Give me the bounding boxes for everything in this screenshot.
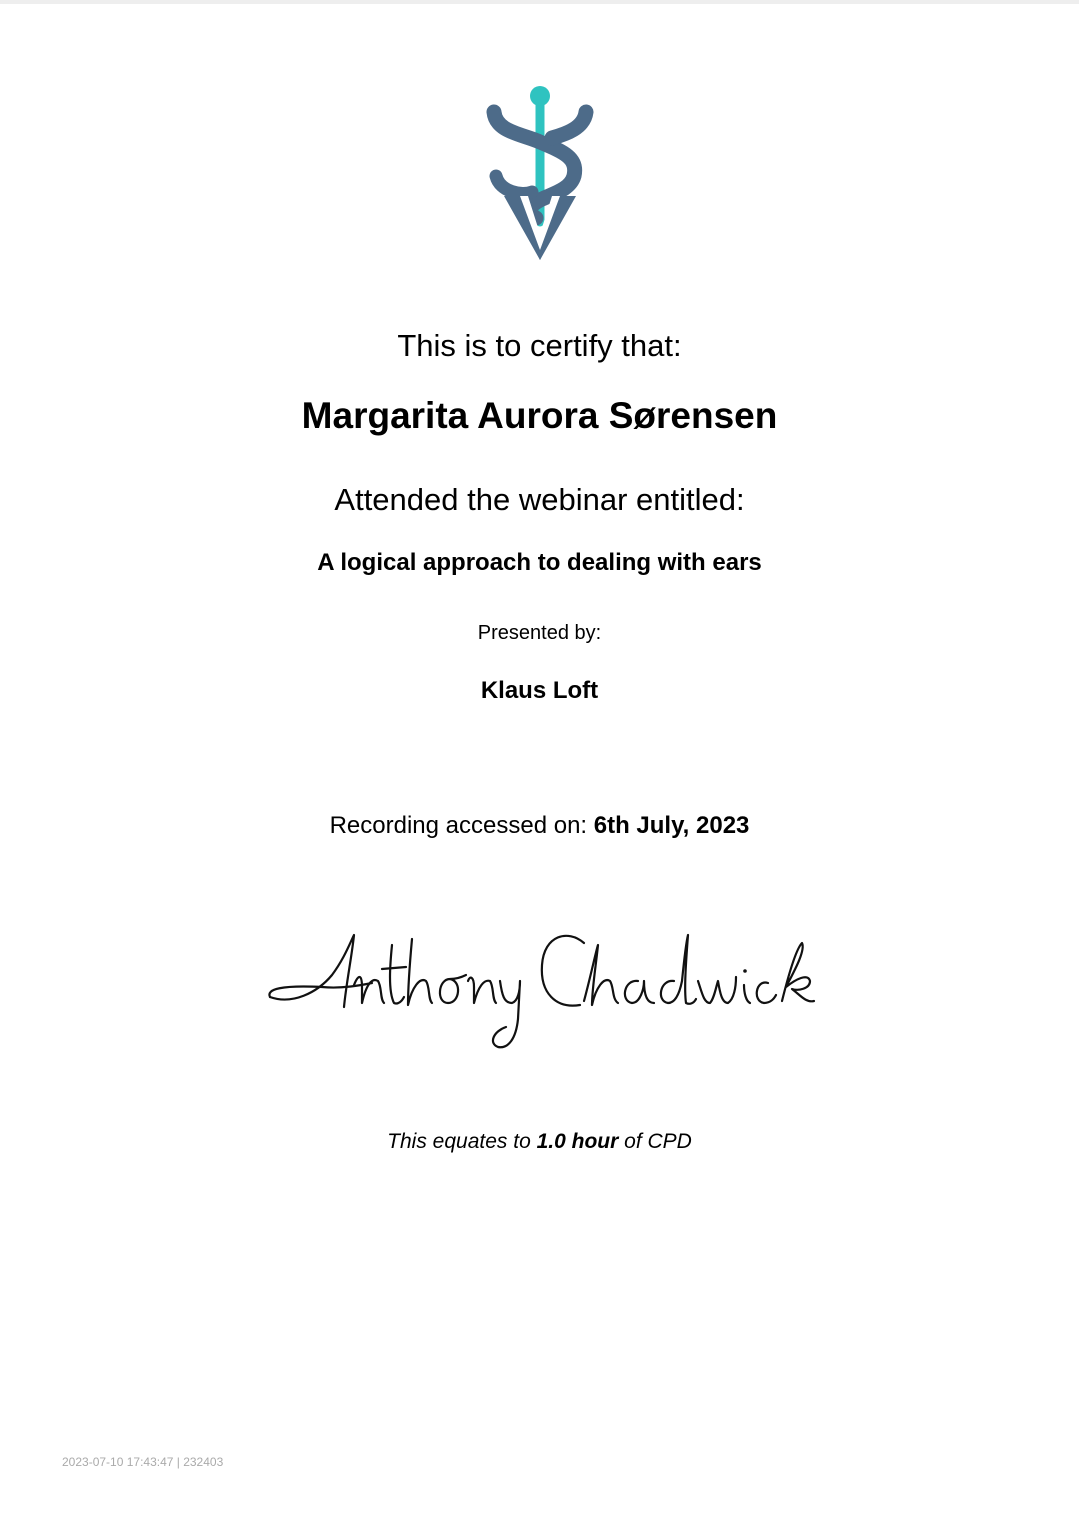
recording-accessed-label: Recording accessed on:: [329, 812, 588, 839]
recording-accessed-line: [0, 812, 1079, 840]
top-edge-strip: [0, 0, 1079, 4]
veterinary-caduceus-logo-icon: [482, 84, 598, 264]
footer-timestamp: 2023-07-10 17:43:47 | 232403: [62, 1455, 224, 1469]
attended-line: Attended the webinar entitled:: [334, 482, 745, 517]
webinar-title: A logical approach to dealing with ears: [317, 549, 762, 576]
cpd-suffix: of CPD: [624, 1130, 692, 1153]
presented-by-label: Presented by:: [477, 622, 602, 644]
handwritten-signature: [262, 915, 822, 1065]
cpd-statement: [0, 1130, 1079, 1154]
presenter-name: Klaus Loft: [480, 677, 599, 704]
cpd-prefix: This equates to: [387, 1130, 531, 1153]
cpd-hours: 1.0 hour: [536, 1130, 619, 1153]
certify-line: This is to certify that:: [397, 328, 682, 363]
recipient-name: Margarita Aurora Sørensen: [301, 395, 778, 436]
recording-accessed-date: 6th July, 2023: [593, 812, 750, 839]
